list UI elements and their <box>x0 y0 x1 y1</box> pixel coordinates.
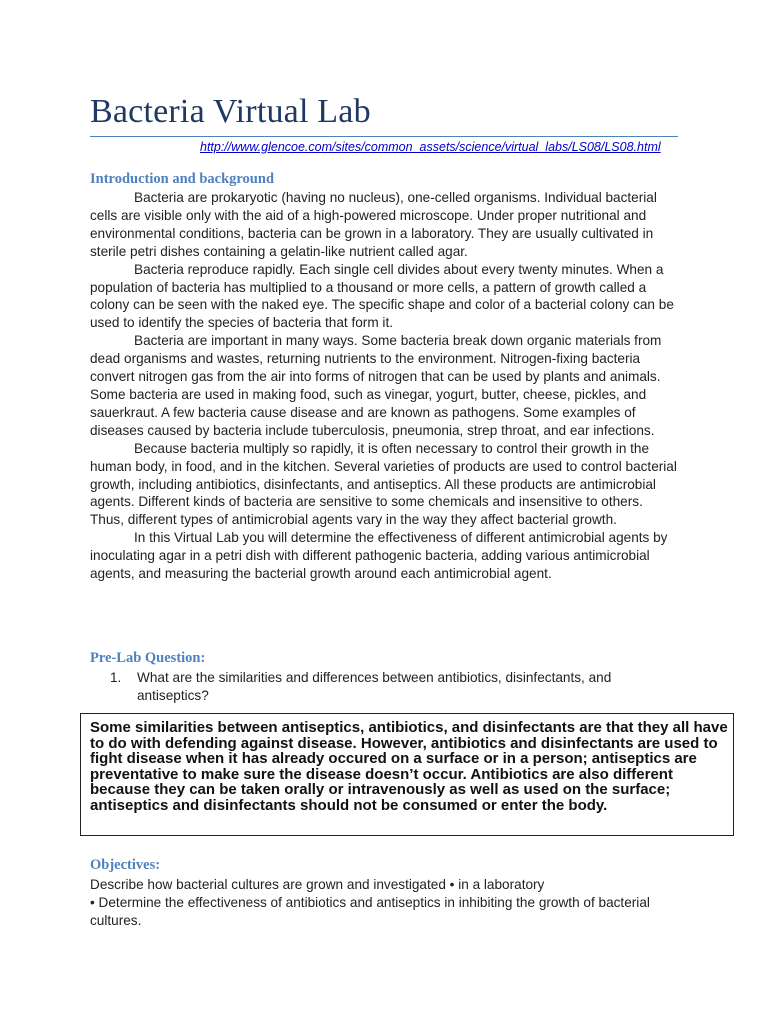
answer-box <box>80 713 734 836</box>
intro-paragraph: Because bacteria multiply so rapidly, it is often necessary to control their growth in the human body, in food, and in the kitchen. Several varieties of products are used to control bacterial growth, including antibiotics, disinfectants, and antiseptics. All these products are antimicrobial agents. Different kinds of bacteria are sensitive to some chemicals and insensitive to others. Thus, different types of antimicrobial agents vary in the way they affect bacterial growth. <box>90 440 677 528</box>
objective-item: • Determine the effectiveness of antibiotics and antiseptics in inhibiting the growth of bacterial cultures. <box>90 895 650 928</box>
introduction-heading: Introduction and background <box>90 171 275 187</box>
intro-paragraph: In this Virtual Lab you will determine the effectiveness of different antimicrobial agents by inoculating agar in a petri dish with different pathogenic bacteria, adding various antimicrobial agents, and measuring the bacterial growth around each antimicrobial agent. <box>90 530 668 582</box>
intro-paragraph: Bacteria are prokaryotic (having no nucleus), one-celled organisms. Individual bacterial cells are visible only with the aid of a high-powered microscope. Under proper nutritional and environmental conditions, bacteria can be grown in a laboratory. They are usually cultivated in sterile petri dishes containing a gelatin-like nutrient called agar. <box>90 190 657 259</box>
title-divider <box>90 136 678 137</box>
lab-url-link[interactable]: http://www.glencoe.com/sites/common_assets/science/virtual_labs/LS08/LS08.html <box>200 140 661 154</box>
question-number: 1. <box>110 670 122 685</box>
objective-item: Describe how bacterial cultures are grown and investigated • in a laboratory <box>90 877 545 892</box>
intro-paragraph: Bacteria reproduce rapidly. Each single cell divides about every twenty minutes. When a population of bacteria has multiplied to a thousand or more cells, a pattern of growth called a colony can be seen with the naked eye. The specific shape and color of a bacterial colony can be used to identify the species of bacteria that form it. <box>90 261 674 331</box>
prelab-heading: Pre-Lab Question: <box>90 650 206 666</box>
document-title: Bacteria Virtual Lab <box>90 93 371 130</box>
introduction-body <box>90 189 680 583</box>
objectives-list <box>90 876 680 930</box>
intro-paragraph: Bacteria are important in many ways. Some bacteria break down organic materials from dead organisms and wastes, returning nutrients to the environment. Nitrogen-fixing bacteria convert nitrogen gas from the air into forms of nitrogen that can be used by plants and animals. Some bacteria are used in making food, such as vinegar, yogurt, butter, cheese, pickles, and sauerkraut. A few bacteria cause disease and are known as pathogens. Some examples of diseases caused by bacteria include tuberculosis, pneumonia, strep throat, and ear infections. <box>90 333 662 438</box>
objectives-heading: Objectives: <box>90 857 161 873</box>
question-text: What are the similarities and differences between antibiotics, disinfectants, and antiseptics? <box>137 670 612 703</box>
answer-text: Some similarities between antiseptics, antibiotics, and disinfectants are that they all have to do with defending against disease. However, antibiotics and disinfectants are used to fight disease when it has already occured on a surface or in a person; antiseptics are preventative to make sure the disease doesn’t occur. Antibiotics are also different because they can be taken orally or intravenously as well as used on the surface; antiseptics and disinfectants should not be consumed or enter the body. <box>90 719 728 814</box>
